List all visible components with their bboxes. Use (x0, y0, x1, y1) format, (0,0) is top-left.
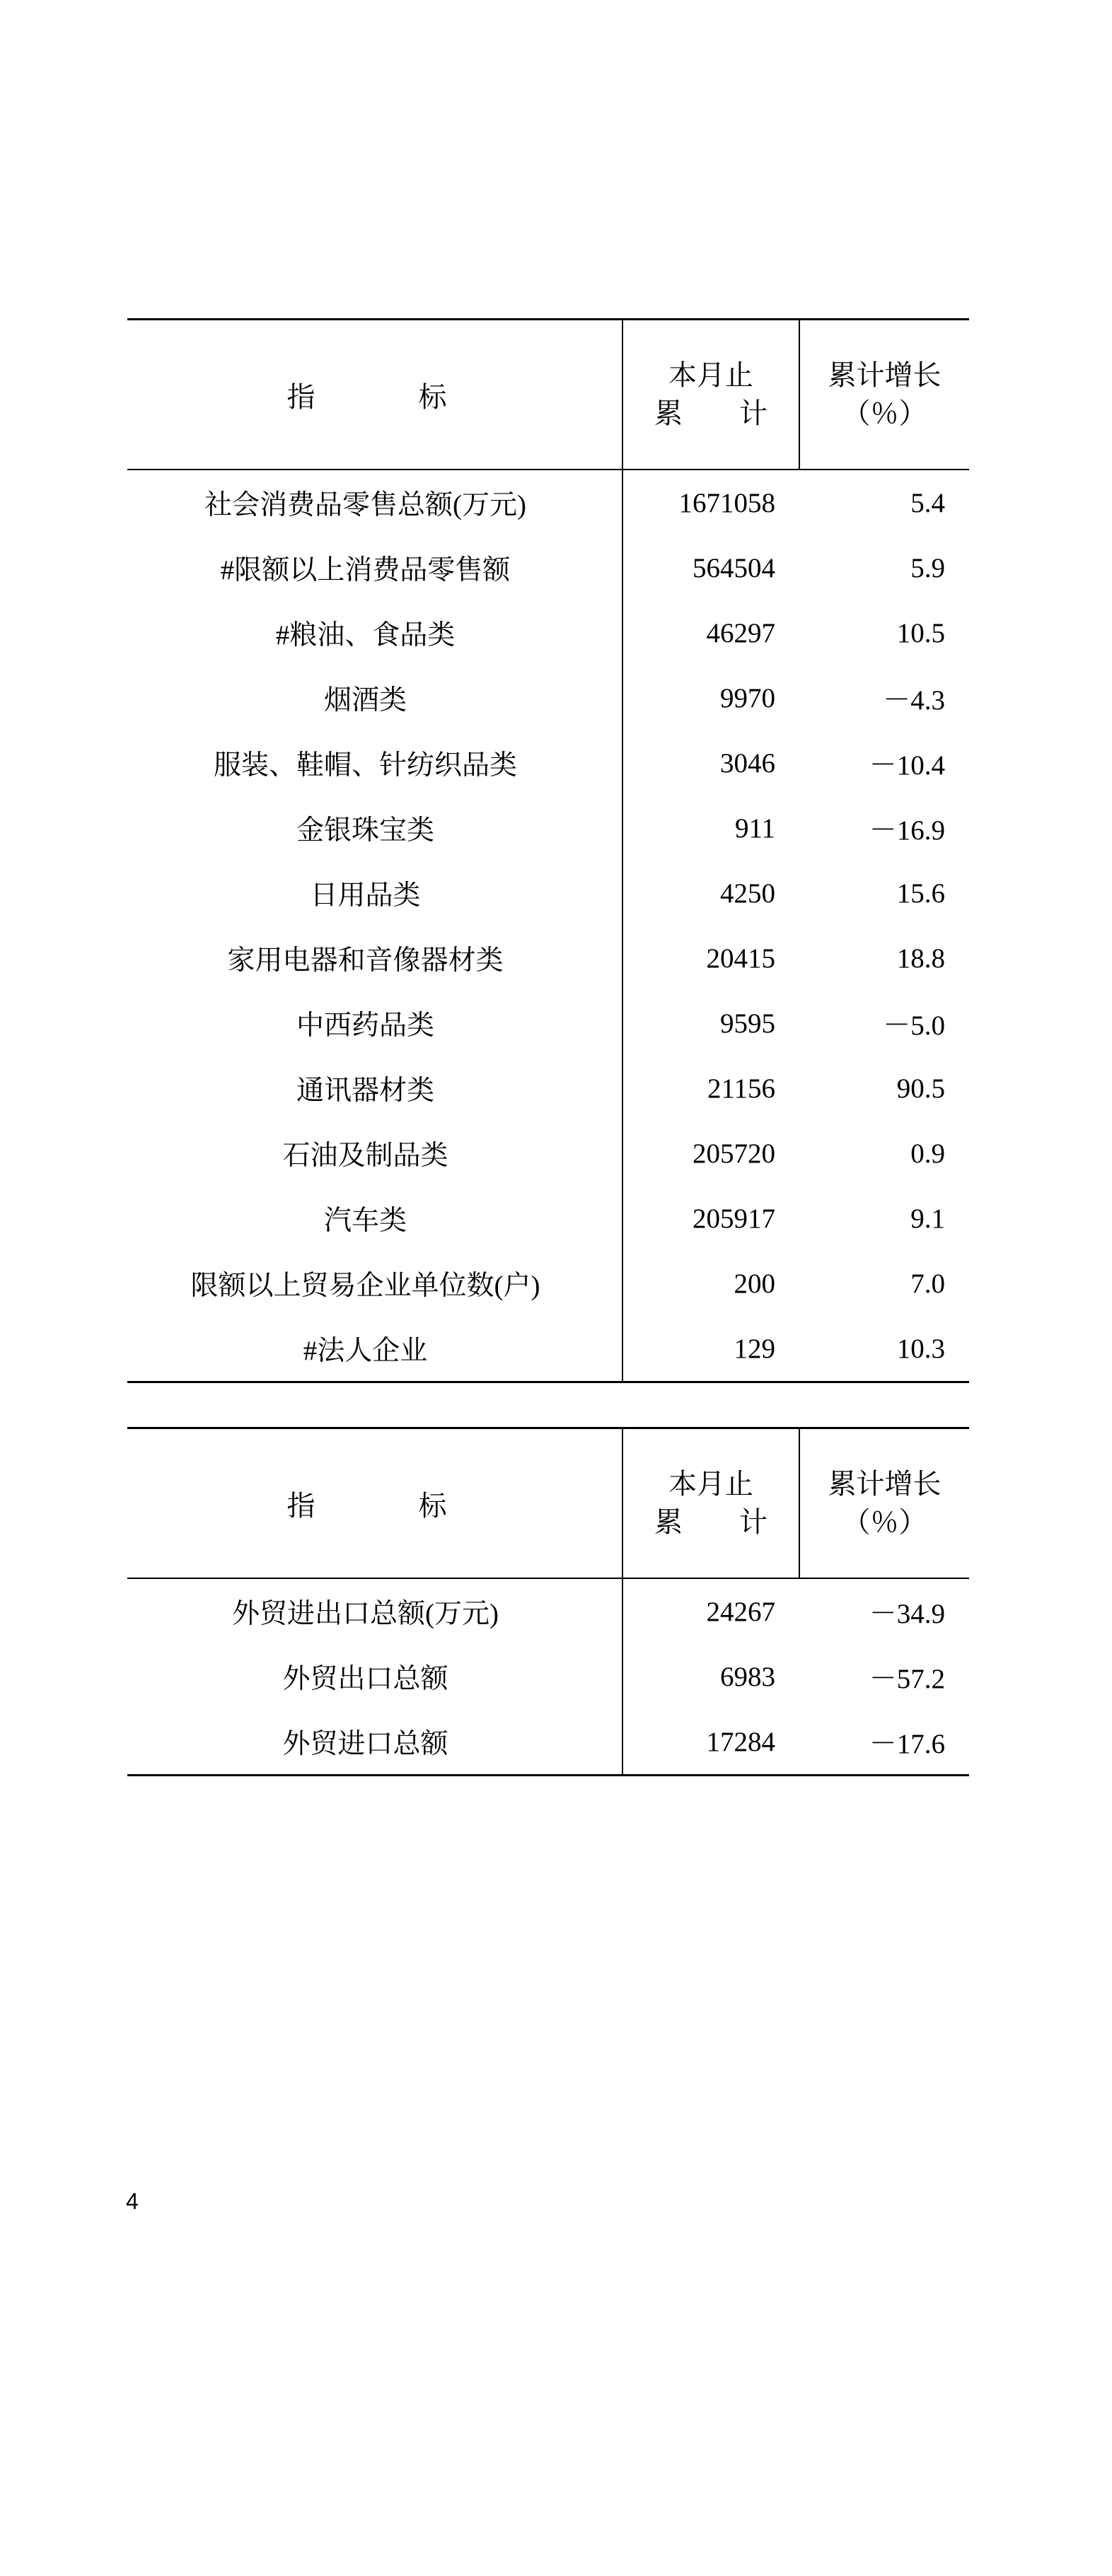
row-value: 6983 (622, 1644, 799, 1709)
row-value: 21156 (622, 1056, 799, 1121)
retail-statistics-table (127, 318, 969, 1383)
table-row (127, 730, 969, 795)
header-pct-line2: （％） (842, 397, 927, 429)
row-pct: －4.3 (883, 685, 945, 716)
header-indicator-label: 指 标 (286, 1489, 463, 1522)
row-value: 9970 (622, 665, 799, 730)
row-pct: 7.0 (910, 1268, 945, 1299)
row-pct: －34.9 (869, 1599, 945, 1629)
row-indicator: #粮油、食品类 (275, 620, 456, 651)
table-row (127, 1316, 969, 1382)
table-row (127, 991, 969, 1056)
row-pct: 5.9 (910, 552, 945, 583)
header-value (622, 320, 799, 470)
row-pct: －57.2 (869, 1664, 945, 1694)
header-pct (799, 1428, 969, 1579)
header-pct-lines (800, 356, 969, 433)
row-indicator: 金银珠宝类 (296, 815, 434, 846)
row-pct: －17.6 (799, 1709, 969, 1776)
row-value: 9595 (622, 991, 799, 1056)
row-indicator: 外贸进口总额 (127, 1709, 622, 1776)
table-row (127, 795, 969, 861)
row-value: 205917 (622, 1186, 799, 1251)
table-row (127, 861, 969, 926)
header-pct-line1: 累计增长 (828, 1468, 942, 1500)
table-row (127, 535, 969, 600)
header-indicator (127, 320, 622, 470)
table-row (127, 665, 969, 730)
table-row (127, 1644, 969, 1709)
header-pct-line2: （％） (842, 1506, 927, 1538)
row-value: 3046 (622, 730, 799, 795)
row-value: 129 (622, 1316, 799, 1382)
row-pct: 90.5 (896, 1073, 945, 1104)
row-pct: 18.8 (896, 943, 945, 974)
row-indicator: 家用电器和音像器材类 (227, 945, 504, 976)
foreign-trade-statistics-table (127, 1427, 969, 1776)
row-pct: －10.4 (869, 750, 945, 781)
row-indicator: 服装、鞋帽、针纺织品类 (213, 750, 517, 781)
row-value: 17284 (622, 1709, 799, 1776)
row-pct: －5.0 (883, 1010, 945, 1041)
row-indicator: 通讯器材类 (296, 1076, 434, 1106)
row-indicator: 外贸出口总额 (282, 1664, 448, 1694)
row-value: 564504 (622, 535, 799, 600)
row-indicator: 日用品类 (310, 880, 421, 911)
table-row (127, 600, 969, 665)
row-pct: －16.9 (869, 815, 945, 846)
row-value: 1671058 (622, 470, 799, 535)
row-indicator: 社会消费品零售总额(万元) (204, 490, 526, 520)
row-indicator: #法人企业 (127, 1316, 622, 1382)
row-indicator: #限额以上消费品零售额 (220, 555, 511, 585)
row-pct: 10.3 (799, 1316, 969, 1382)
header-value (622, 1428, 799, 1579)
table-row (127, 1056, 969, 1121)
header-value-line1: 本月止 (668, 1468, 753, 1500)
row-indicator: 汽车类 (323, 1206, 407, 1236)
table-row (127, 1578, 969, 1644)
table-header-row (127, 320, 969, 470)
row-pct: 10.5 (896, 617, 945, 648)
header-value-lines (623, 1465, 799, 1541)
row-indicator: 限额以上贸易企业单位数(户) (190, 1271, 540, 1301)
page-number: 4 (126, 2189, 139, 2214)
row-pct: 5.4 (910, 487, 945, 518)
header-indicator (127, 1428, 622, 1579)
table-row (127, 470, 969, 535)
table-row (127, 1121, 969, 1186)
header-value-lines (623, 356, 799, 433)
header-pct-line1: 累计增长 (828, 359, 942, 391)
header-indicator-label: 指 标 (286, 380, 463, 413)
row-indicator: 中西药品类 (296, 1010, 434, 1041)
row-value: 200 (622, 1251, 799, 1316)
table-row (127, 926, 969, 991)
row-indicator: 外贸进出口总额(万元) (232, 1599, 499, 1629)
statistics-sheet (127, 318, 969, 1776)
row-value: 20415 (622, 926, 799, 991)
row-value: 24267 (622, 1578, 799, 1644)
row-indicator: 石油及制品类 (282, 1141, 448, 1171)
table-header-row (127, 1428, 969, 1579)
row-pct: 0.9 (910, 1138, 945, 1169)
header-pct-lines (800, 1465, 969, 1541)
row-value: 46297 (622, 600, 799, 665)
header-value-line2: 累 计 (654, 397, 782, 429)
table-row (127, 1709, 969, 1776)
row-value: 205720 (622, 1121, 799, 1186)
row-pct: 9.1 (910, 1203, 945, 1234)
header-value-line2: 累 计 (654, 1506, 782, 1538)
table-row (127, 1186, 969, 1251)
header-pct (799, 320, 969, 470)
table-row (127, 1251, 969, 1316)
row-value: 911 (622, 795, 799, 861)
row-value: 4250 (622, 861, 799, 926)
row-indicator: 烟酒类 (323, 685, 407, 716)
header-value-line1: 本月止 (668, 359, 753, 391)
row-pct: 15.6 (896, 878, 945, 909)
